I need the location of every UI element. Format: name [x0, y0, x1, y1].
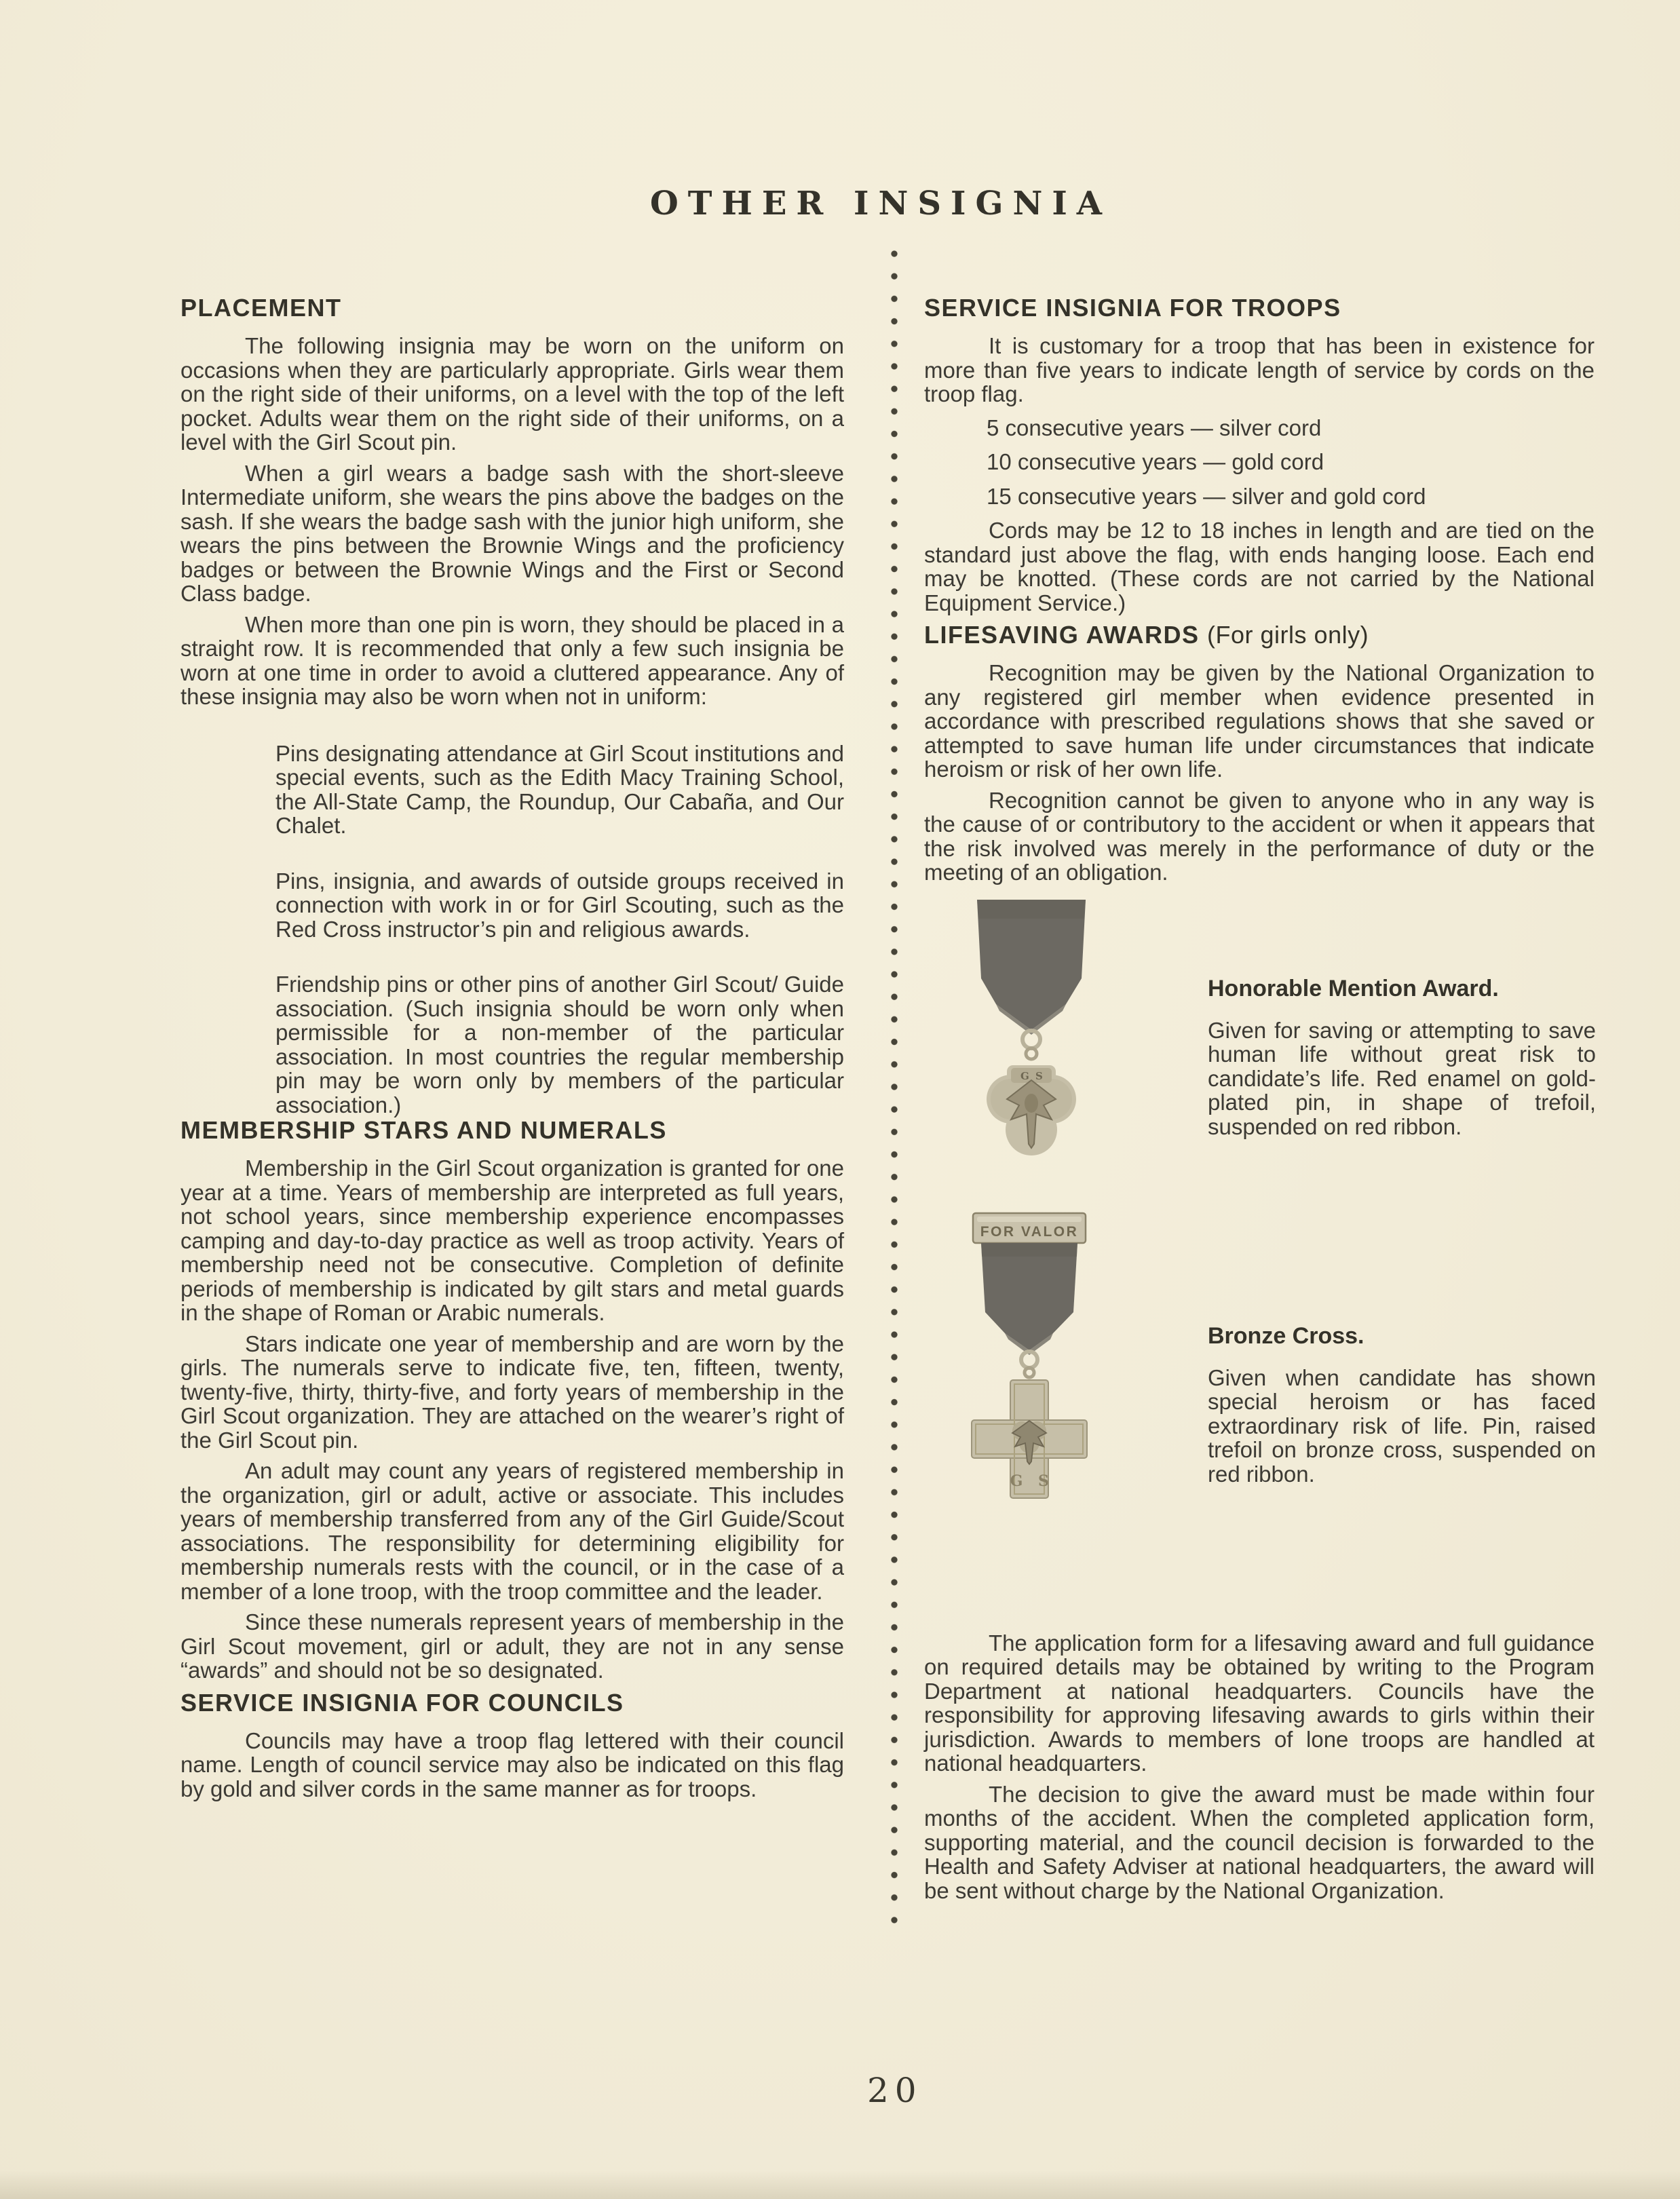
honorable-mention-award-row	[924, 896, 1595, 1209]
medal-letter-g: G	[1020, 1069, 1029, 1082]
bronze-cross-award-row	[924, 1209, 1595, 1608]
paragraph: When a girl wears a badge sash with the short-sleeve Intermediate uniform, she wears the pins above the badges on the sash. If she wears the badge sash with the junior high uniform, she wears the pins between the Brownie Wings and the proficiency badges or between the Brownie Wings and the First or Second Class badge.	[180, 460, 844, 606]
section-heading-placement: PLACEMENT	[180, 294, 342, 322]
award-title: Bronze Cross.	[1208, 1322, 1364, 1349]
heading-bold-part: LIFESAVING AWARDS	[924, 621, 1200, 649]
section-heading-service-troops: SERVICE INSIGNIA FOR TROOPS	[924, 294, 1341, 322]
award-title: Honorable Mention Award.	[1208, 975, 1499, 1001]
heading-note-part: (For girls only)	[1207, 621, 1369, 649]
medal-letter-s: S	[1035, 1069, 1043, 1082]
honorable-mention-medal-illustration	[962, 896, 1101, 1181]
medal-letter-s: S	[1038, 1472, 1049, 1490]
cord-list-item: 5 consecutive years — silver cord	[987, 415, 1322, 440]
paragraph: Since these numerals represent years of membership in the Girl Scout movement, girl or adult, they are not in any sense “awards” and should not be so designated.	[180, 1609, 844, 1683]
left-column	[180, 285, 844, 1808]
award-text-block	[1208, 1323, 1596, 1487]
cord-list-item: 10 consecutive years — gold cord	[987, 449, 1324, 474]
indented-list	[275, 742, 844, 1117]
paragraph: The following insignia may be worn on the uniform on occasions when they are particularly appropriate. Girls wear them on the right side of their uniforms, on a level with the top of the left pocket. Adults wear them on the right side of their uniforms, on a level with the Girl Scout pin.	[180, 333, 844, 455]
for-valor-text: FOR VALOR	[980, 1223, 1079, 1240]
medal-letter-g: G	[1010, 1472, 1023, 1490]
paragraph: Councils may have a troop flag lettered with their council name. Length of council service may also be indicated on this flag by gold and silver cords in the same manner as for troops.	[180, 1727, 844, 1801]
right-column	[924, 285, 1595, 1909]
award-description: Given for saving or attempting to save human life without great risk to candidate’s life. Red enamel on gold-plated pin, in shape of trefoil, suspended on red ribbon.	[1208, 1017, 1596, 1139]
section-heading-lifesaving-awards	[924, 622, 1595, 649]
page-title: OTHER INSIGNIA	[649, 185, 1112, 223]
indented-item: Friendship pins or other pins of another Girl Scout/ Guide association. (Such insignia should be worn only when permissible for a non-member of the particular association. In most countries the regular membership pin may be worn only by members of the particular association.)	[275, 972, 844, 1117]
indented-item: Pins designating attendance at Girl Scout institutions and special events, such as the Edith Macy Training School, the All-State Camp, the Roundup, Our Cabaña, and Our Chalet.	[275, 740, 844, 838]
award-description: Given when candidate has shown special heroism or has faced extraordinary risk of life. Pin, raised trefoil on bronze cross, suspended on red ribbon.	[1208, 1364, 1596, 1487]
paragraph: Recognition cannot be given to anyone who in any way is the cause of or contributory to the accident or when it appears that the risk involved was merely in the performance of duty or the meeting of an obligation.	[924, 787, 1595, 885]
paragraph: Recognition may be given by the National Organization to any registered girl member when evidence presented in accordance with prescribed regulations shows that she saved or attempted to save human life under circumstances that indicate heroism or risk of her own life.	[924, 660, 1595, 782]
cross-pendant	[972, 1380, 1087, 1498]
page-number: 20	[867, 2071, 923, 2110]
cord-years-list	[987, 416, 1595, 509]
paragraph: Cords may be 12 to 18 inches in length and are tied on the standard just above the flag, with ends hanging loose. Each end may be knotted. (These cords are not carried by the National Equipment Service.)	[924, 518, 1595, 615]
paragraph: When more than one pin is worn, they should be placed in a straight row. It is recommended that only a few such insignia be worn at one time in order to avoid a cluttered appearance. Any of these insignia may also be worn when not in uniform:	[180, 611, 844, 709]
for-valor-bar	[973, 1213, 1086, 1243]
section-heading-membership-stars: MEMBERSHIP STARS AND NUMERALS	[180, 1116, 667, 1144]
trefoil-pendant	[987, 1065, 1076, 1155]
paragraph: The application form for a lifesaving award and full guidance on required details may be obtained by writing to the Program Department at national headquarters. Councils have the responsibility for approving lifesaving awards to girls within their jurisdiction. Awards to members of lone troops are handled at national headquarters.	[924, 1630, 1595, 1776]
bronze-cross-medal-illustration	[957, 1209, 1102, 1528]
column-divider-dots	[890, 248, 900, 1939]
indented-item: Pins, insignia, and awards of outside groups received in connection with work in or for Girl Scouting, such as the Red Cross instructor’s pin and religious awards.	[275, 868, 844, 942]
paragraph: Stars indicate one year of membership and are worn by the girls. The numerals serve to indicate five, ten, fifteen, twenty, twenty-five, thirty, thirty-five, and forty years of membership in the Girl Scout organization. They are attached on the wearer’s right of the Girl Scout pin.	[180, 1331, 844, 1453]
medal-ribbon	[977, 900, 1086, 1030]
paragraph: Membership in the Girl Scout organization is granted for one year at a time. Years of membership are interpreted as full years, not school years, since membership experience encompasses camping and day-to-day practice as well as troop activity. Years of membership need not be consecutive. Completion of definite periods of membership is indicated by gilt stars and metal guards in the shape of Roman or Arabic numerals.	[180, 1155, 844, 1325]
paragraph: An adult may count any years of registered membership in the organization, girl or adult, active or associate. This includes years of membership transferred from any of the Girl Guide/Scout associations. The responsibility for determining eligibility for membership numerals rests with the council, or in the case of a member of a lone troop, with the troop committee and the leader.	[180, 1458, 844, 1604]
paragraph: It is customary for a troop that has been in existence for more than five years to indicate length of service by cords on the troop flag.	[924, 333, 1595, 406]
award-text-block	[1208, 976, 1596, 1139]
cord-list-item: 15 consecutive years — silver and gold cord	[987, 483, 1426, 509]
medal-ribbon	[981, 1243, 1077, 1350]
paragraph: The decision to give the award must be made within four months of the accident. When the completed application form, supporting material, and the council decision is forwarded to the Health and Safety Adviser at national headquarters, the award will be sent without charge by the National Organization.	[924, 1781, 1595, 1903]
section-heading-service-councils: SERVICE INSIGNIA FOR COUNCILS	[180, 1688, 624, 1717]
